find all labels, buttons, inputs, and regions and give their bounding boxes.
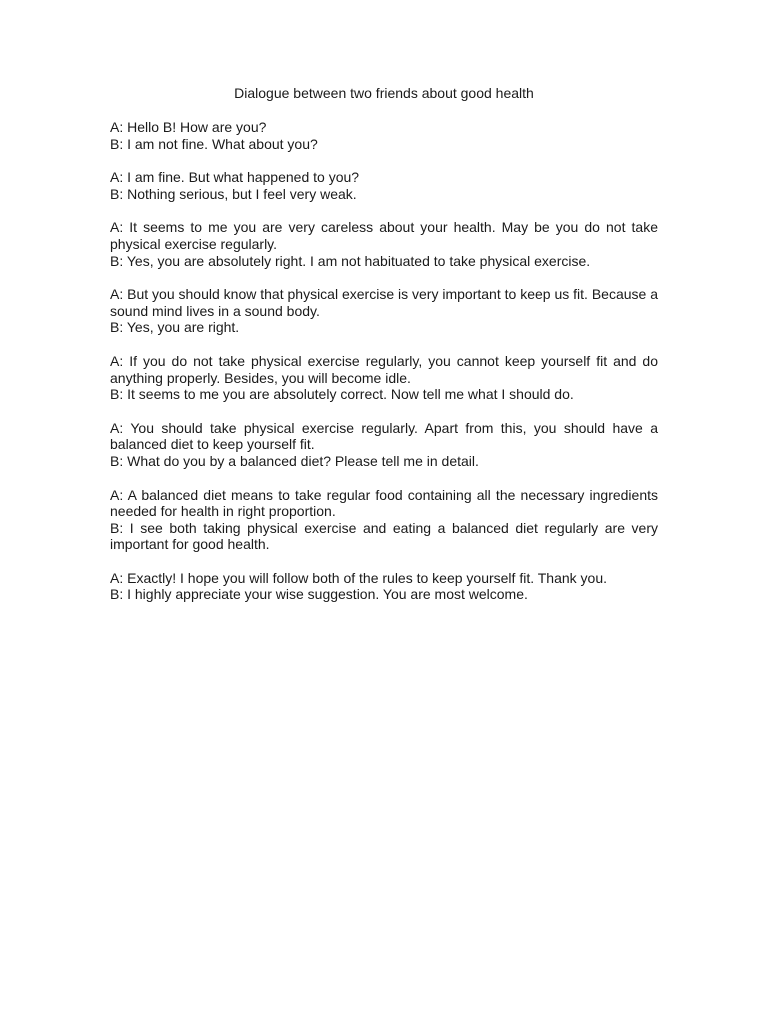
dialogue-exchange [110,353,658,403]
dialogue-exchange [110,219,658,269]
dialogue-line-b: B: Nothing serious, but I feel very weak. [110,185,357,202]
dialogue-line-b: B: What do you by a balanced diet? Please tell me in detail. [110,452,479,469]
dialogue-exchange [110,420,658,470]
document-title: Dialogue between two friends about good health [234,85,534,101]
dialogue-line-a: A: I am fine. But what happened to you? [110,169,360,186]
dialogue-line-a: A: It seems to me you are very careless about your health. May be you do not take physical exercise regularly. [110,219,658,252]
dialogue-line-b: B: I see both taking physical exercise and eating a balanced diet regularly are very important for good health. [110,519,658,553]
dialogue-exchange [110,119,658,152]
dialogue-exchange [110,487,658,553]
dialogue-line-b: B: I highly appreciate your wise suggestion. You are most welcome. [110,586,528,603]
dialogue-line-a: A: But you should know that physical exercise is very important to keep us fit. Because a sound mind lives in a sound body. [110,286,658,319]
dialogue-exchange [110,286,658,336]
dialogue-line-a: A: You should take physical exercise regularly. Apart from this, you should have a balanced diet to keep yourself fit. [110,419,658,453]
dialogue-line-a: A: Exactly! I hope you will follow both of the rules to keep yourself fit. Thank you. [110,569,607,586]
dialogue-line-a: A: A balanced diet means to take regular food containing all the necessary ingredients needed for health in right proportion. [110,486,658,520]
dialogue-exchange [110,570,658,603]
dialogue-line-b: B: I am not fine. What about you? [110,135,318,152]
dialogue-body [110,119,658,620]
dialogue-line-b: B: It seems to me you are absolutely correct. Now tell me what I should do. [110,386,574,403]
dialogue-line-b: B: Yes, you are right. [110,319,240,336]
dialogue-line-a: A: If you do not take physical exercise regularly, you cannot keep yourself fit and do anything properly. Besides, you will become idle. [110,352,658,386]
dialogue-exchange [110,169,658,202]
dialogue-line-a: A: Hello B! How are you? [110,119,267,135]
dialogue-line-b: B: Yes, you are absolutely right. I am not habituated to take physical exercise. [110,252,591,269]
